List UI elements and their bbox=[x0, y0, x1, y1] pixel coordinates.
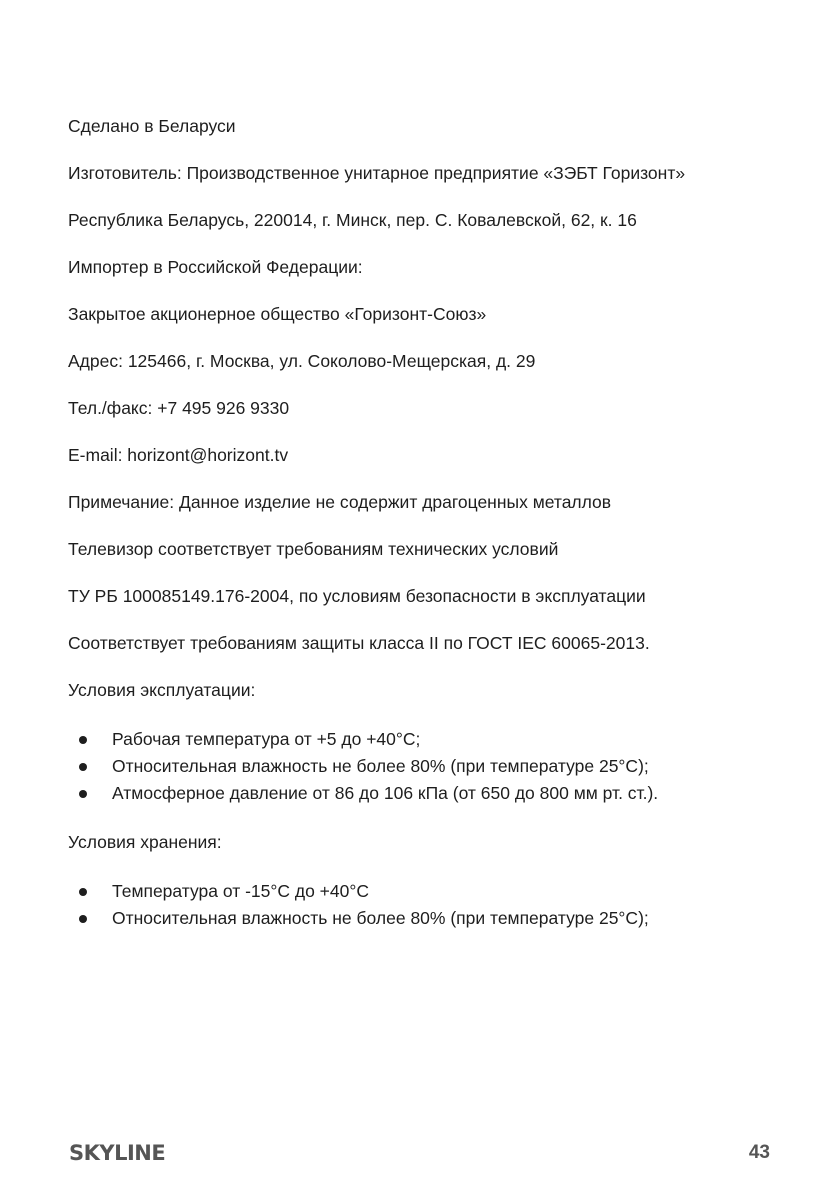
importer-heading: Импортер в Российской Федерации: bbox=[68, 257, 363, 277]
list-item bbox=[68, 780, 768, 807]
bullet-icon bbox=[79, 888, 87, 896]
made-in-text: Сделано в Беларуси bbox=[68, 116, 236, 136]
bullet-icon bbox=[79, 790, 87, 798]
list-item bbox=[68, 726, 768, 753]
manufacturer-address-text: Республика Беларусь, 220014, г. Минск, пер. С. Ковалевской, 62, к. 16 bbox=[68, 210, 637, 230]
list-item-text: Относительная влажность не более 80% (при температуре 25°С); bbox=[112, 756, 649, 776]
bullet-icon bbox=[79, 915, 87, 923]
list-item-text: Температура от -15°С до +40°С bbox=[112, 881, 369, 901]
storage-conditions-heading: Условия хранения: bbox=[68, 832, 222, 852]
list-item bbox=[68, 753, 768, 780]
page-number: 43 bbox=[748, 1142, 770, 1163]
storage-conditions-list bbox=[68, 878, 768, 932]
operating-conditions-list bbox=[68, 726, 768, 807]
technical-conditions-text: ТУ РБ 100085149.176-2004, по условиям безопасности в эксплуатации bbox=[68, 586, 646, 606]
operating-conditions-heading: Условия эксплуатации: bbox=[68, 680, 256, 700]
bullet-icon bbox=[79, 736, 87, 744]
brand-logo: SKYLINE bbox=[69, 1141, 166, 1165]
importer-address-text: Адрес: 125466, г. Москва, ул. Соколово-Мещерская, д. 29 bbox=[68, 351, 536, 371]
list-item-text: Относительная влажность не более 80% (при температуре 25°С); bbox=[112, 908, 649, 928]
email-text: E-mail: horizont@horizont.tv bbox=[68, 445, 289, 465]
page-content bbox=[68, 115, 768, 956]
list-item-text: Атмосферное давление от 86 до 106 кПа (от 650 до 800 мм рт. ст.). bbox=[112, 783, 659, 803]
list-item bbox=[68, 878, 768, 905]
bullet-icon bbox=[79, 763, 87, 771]
note-text: Примечание: Данное изделие не содержит драгоценных металлов bbox=[68, 492, 612, 512]
list-item-text: Рабочая температура от +5 до +40°С; bbox=[112, 729, 421, 749]
protection-class-text: Соответствует требованиям защиты класса II по ГОСТ IEC 60065-2013. bbox=[68, 633, 650, 653]
importer-name-text: Закрытое акционерное общество «Горизонт-Союз» bbox=[68, 304, 487, 324]
phone-fax-text: Тел./факс: +7 495 926 9330 bbox=[68, 398, 290, 418]
manufacturer-text: Изготовитель: Производственное унитарное предприятие «ЗЭБТ Горизонт» bbox=[68, 163, 686, 183]
compliance-text: Телевизор соответствует требованиям технических условий bbox=[68, 539, 559, 559]
list-item bbox=[68, 905, 768, 932]
